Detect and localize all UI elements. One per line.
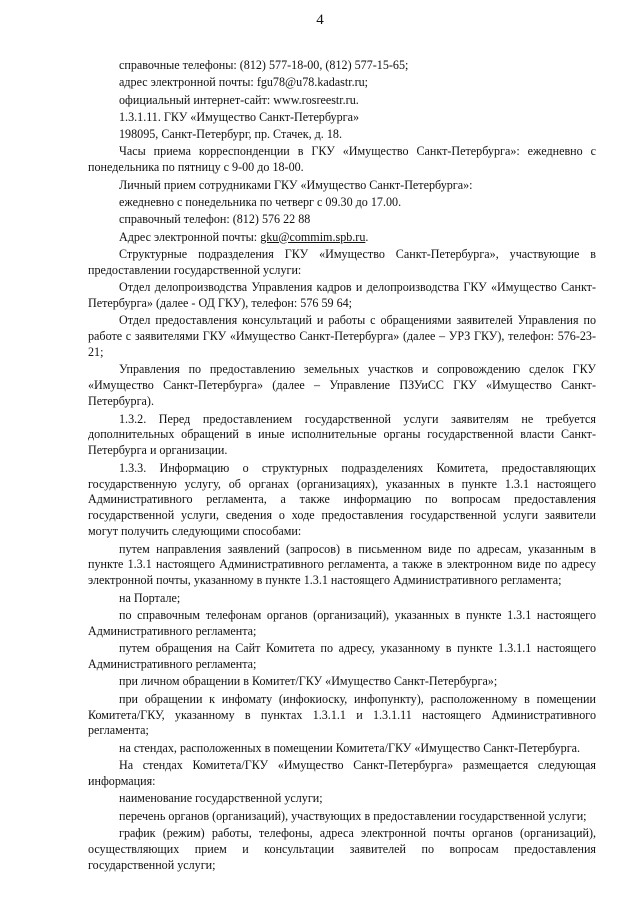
list-item: перечень органов (организаций), участвующих в предоставлении государственной услуги; bbox=[119, 808, 587, 823]
email-prefix: Адрес электронной почты: bbox=[119, 229, 261, 244]
paragraph: официальный интернет-сайт: www.rosreestr.ru. bbox=[119, 92, 359, 107]
paragraph: 1.3.2. Перед предоставлением государственной услуги заявителям не требуется дополнительных обращений в иные исполнительные органы государственной власти Санкт-Петербурга и организации. bbox=[88, 411, 596, 458]
list-item: путем направления заявлений (запросов) в письменном виде по адресам, указанным в пункте 1.3.1 настоящего Административного регламента, а также в электронном виде по адресу электронной почты, указанному в пункте 1.3.1 настоящего Административного регламента; bbox=[88, 541, 596, 588]
paragraph: справочные телефоны: (812) 577-18-00, (812) 577-15-65; bbox=[119, 58, 409, 72]
paragraph: 198095, Санкт-Петербург, пр. Стачек, д. 18. bbox=[119, 127, 342, 142]
paragraph: справочный телефон: (812) 576 22 88 bbox=[119, 212, 311, 227]
paragraph: Отдел делопроизводства Управления кадров и делопроизводства ГКУ «Имущество Санкт-Петербурга» (далее - ОД ГКУ), телефон: 576 59 64; bbox=[88, 280, 596, 310]
paragraph: На стендах Комитета/ГКУ «Имущество Санкт-Петербурга» размещается следующая информация: bbox=[88, 758, 596, 788]
paragraph: Управления по предоставлению земельных участков и сопровождению сделок ГКУ «Имущество Санкт-Петербурга» (далее – Управление ПЗУиСС ГКУ «Имущество Санкт-Петербурга). bbox=[88, 362, 596, 409]
list-item: при обращении к инфомату (инфокиоску, инфопункту), расположенному в помещении Комитета/ГКУ, указанному в пунктах 1.3.1.1 и 1.3.1.11 настоящего Административного регламента; bbox=[88, 691, 596, 738]
paragraph: ежедневно с понедельника по четверг с 09.30 до 17.00. bbox=[119, 194, 402, 209]
email-suffix: . bbox=[365, 229, 369, 244]
list-item: график (режим) работы, телефоны, адреса электронной почты органов (организаций), осуществляющих прием и консультации заявителей по вопросам предоставления государственной услуги; bbox=[88, 825, 596, 872]
paragraph: 1.3.3. Информацию о структурных подразделениях Комитета, предоставляющих государственную услугу, об органах (организациях), указанных в пункте 1.3.1 настоящего Административного регламента, а также информацию по вопросам предоставления государственной услуги, сведения о ходе предоставления государственной услуги заявители могут получить следующими способами: bbox=[88, 460, 596, 539]
list-item: путем обращения на Сайт Комитета по адресу, указанному в пункте 1.3.1.1 настоящего Административного регламента; bbox=[88, 641, 596, 672]
list-item: на Портале; bbox=[119, 590, 181, 605]
list-item: на стендах, расположенных в помещении Комитета/ГКУ «Имущество Санкт-Петербурга. bbox=[119, 740, 581, 755]
list-item: по справочным телефонам органов (организаций), указанных в пункте 1.3.1 настоящего Административного регламента; bbox=[88, 607, 596, 638]
email-paragraph bbox=[88, 230, 596, 246]
section-heading: 1.3.1.11. ГКУ «Имущество Санкт-Петербурга» bbox=[119, 109, 360, 124]
paragraph: Часы приема корреспонденции в ГКУ «Имущество Санкт-Петербурга»: ежедневно с понедельника по пятницу с 9-00 до 18-00. bbox=[88, 144, 596, 175]
email-link[interactable]: gku@commim.spb.ru bbox=[260, 229, 366, 244]
list-item: наименование государственной услуги; bbox=[119, 791, 323, 806]
paragraph: Личный прием сотрудниками ГКУ «Имущество Санкт-Петербурга»: bbox=[119, 177, 473, 192]
paragraph: Структурные подразделения ГКУ «Имущество Санкт-Петербурга», участвующие в предоставлении государственной услуги: bbox=[88, 246, 596, 277]
paragraph: Отдел предоставления консультаций и работы с обращениями заявителей Управления по работе с заявителями ГКУ «Имущество Санкт-Петербурга» (далее – УРЗ ГКУ), телефон: 576-23-21; bbox=[88, 313, 596, 360]
document-body bbox=[88, 58, 596, 875]
paragraph: адрес электронной почты: fgu78@u78.kadastr.ru; bbox=[119, 75, 369, 90]
list-item: при личном обращении в Комитет/ГКУ «Имущество Санкт-Петербурга»; bbox=[119, 674, 498, 689]
page-number: 4 bbox=[316, 12, 324, 28]
